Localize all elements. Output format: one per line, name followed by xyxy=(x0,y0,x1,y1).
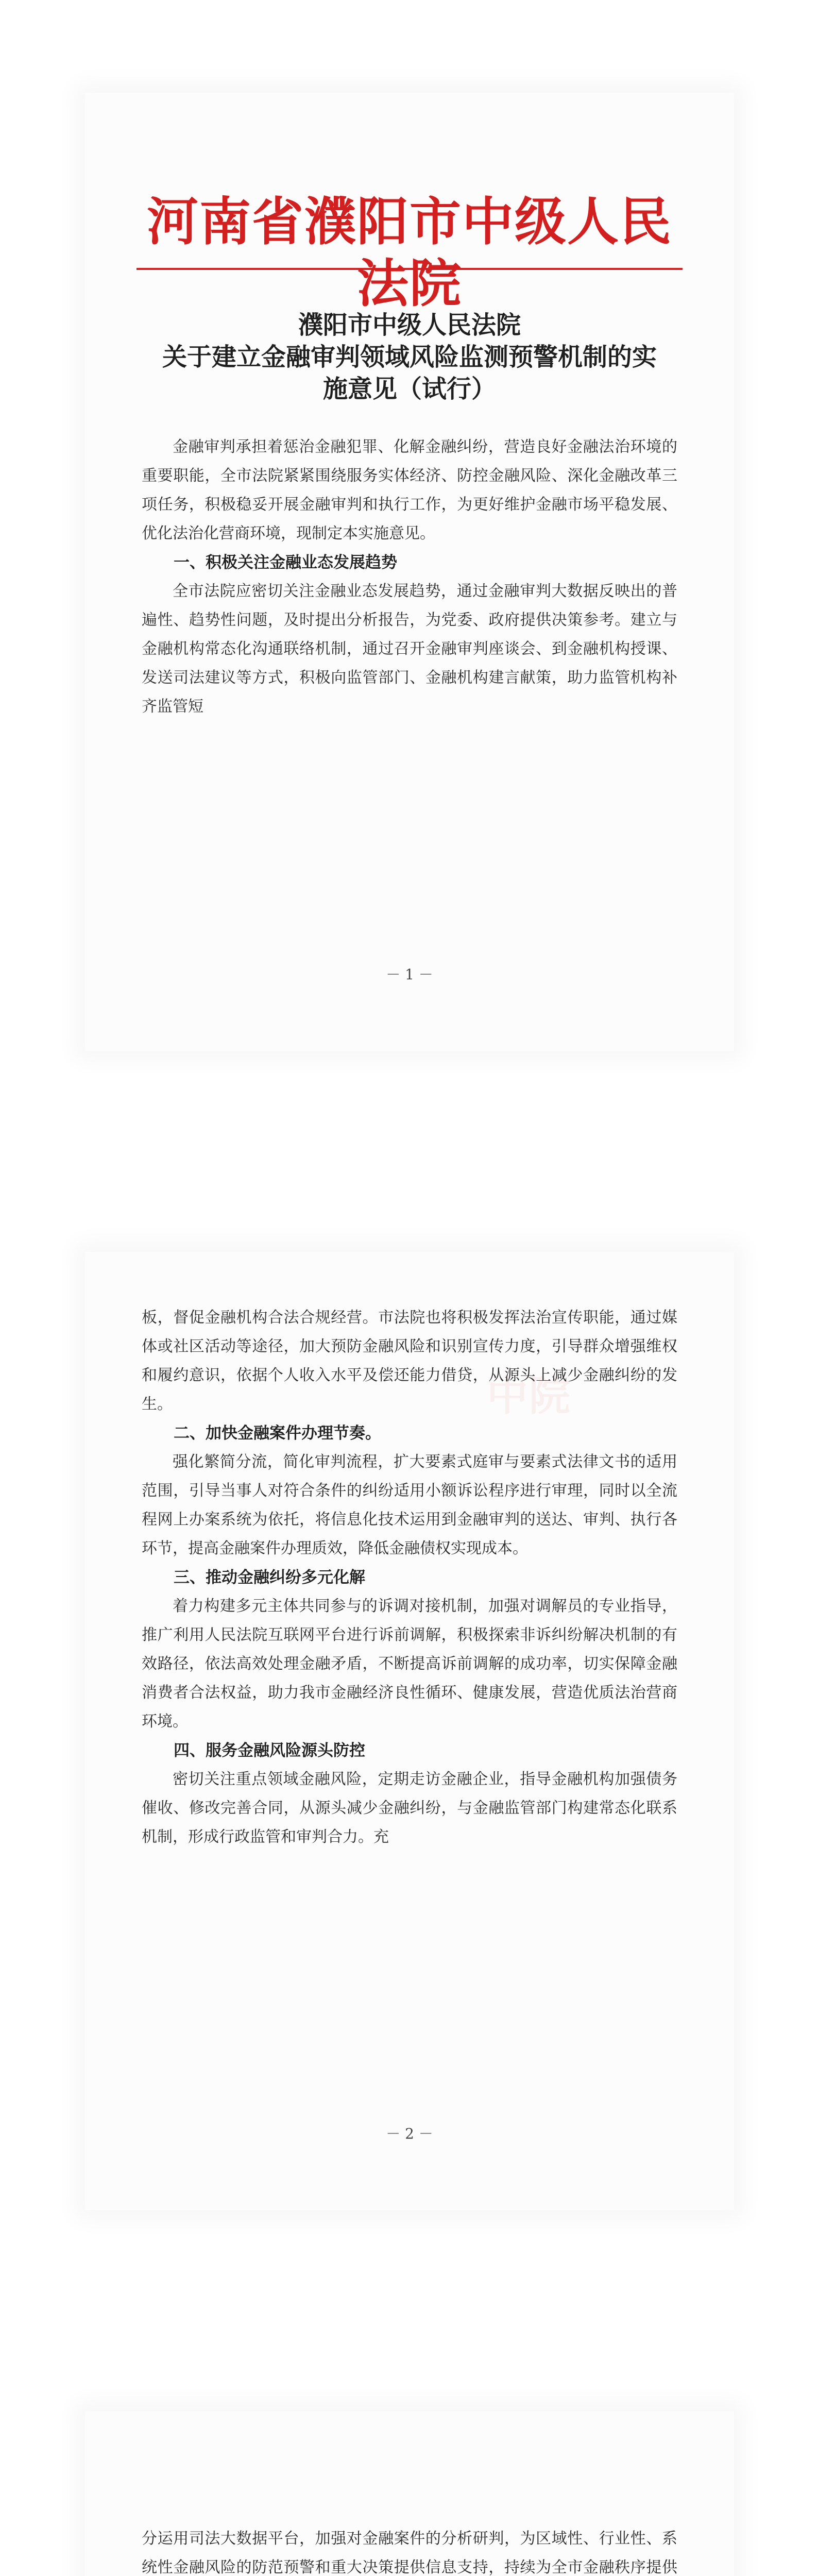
section-4-heading: 四、服务金融风险源头防控 xyxy=(174,1741,365,1760)
section-3-paragraph: 着力构建多元主体共同参与的诉调对接机制，加强对调解员的专业指导，推广利用人民法院互联网平台进行诉前调解，积极探索非诉纠纷解决机制的有效路径，依法高效处理金融矛盾，不断提高诉前调解的成功率，切实保障金融消费者合法权益，助力我市金融经济良性循环、健康发展，营造优质法治营商环境。 xyxy=(142,1597,677,1731)
section-2-paragraph: 强化繁简分流，简化审判流程，扩大要素式庭审与要素式法律文书的适用范围，引导当事人对符合条件的纠纷适用小额诉讼程序进行审理，同时以全流程网上办案系统为依托，将信息化技术运用到金融审判的送达、审判、执行各环节，提高金融案件办理质效，降低金融债权实现成本。 xyxy=(142,1453,677,1557)
section-4-paragraph: 密切关注重点领域金融风险，定期走访金融企业，指导金融机构加强债务催收、修改完善合同，从源头减少金融纠纷，与金融监管部门构建常态化联系机制，形成行政监管和审判合力。充 xyxy=(142,1770,677,1846)
page-2-body xyxy=(142,1303,677,1852)
section-1-paragraph: 全市法院应密切关注金融业态发展趋势，通过金融审判大数据反映出的普遍性、趋势性问题，及时提出分析报告，为党委、政府提供决策参考。建立与金融机构常态化沟通联络机制，通过召开金融审判座谈会、到金融机构授课、发送司法建议等方式，积极向监管部门、金融机构建言献策，助力监管机构补齐监管短 xyxy=(142,582,677,716)
title-line-1: 濮阳市中级人民法院 xyxy=(298,311,521,340)
section-1-heading: 一、积极关注金融业态发展趋势 xyxy=(174,553,397,572)
continuation-paragraph: 板，督促金融机构合法合规经营。市法院也将积极发挥法治宣传职能，通过媒体或社区活动等途径，加大预防金融风险和识别宣传力度，引导群众增强维权和履约意识，依据个人收入水平及偿还能力借贷，从源头上减少金融纠纷的发生。 xyxy=(142,1309,677,1413)
document-page-3 xyxy=(85,2411,734,2576)
page-3-body xyxy=(142,2524,677,2576)
section-3-heading: 三、推动金融纠纷多元化解 xyxy=(174,1568,365,1587)
intro-paragraph: 金融审判承担着惩治金融犯罪、化解金融纠纷，营造良好金融法治环境的重要职能，全市法院紧紧围绕服务实体经济、防控金融风险、深化金融改革三项任务，积极稳妥开展金融审判和执行工作，为更好维护金融市场平稳发展、优化法治化营商环境，现制定本实施意见。 xyxy=(142,438,677,543)
document-page-2 xyxy=(85,1252,734,2210)
page-number-2: － 2 － xyxy=(386,2125,433,2142)
red-header-rule xyxy=(137,268,683,270)
title-line-3: 施意见（试行） xyxy=(322,375,496,403)
faint-watermark: 中院 xyxy=(487,1371,571,1420)
section-2-heading: 二、加快金融案件办理节奏。 xyxy=(174,1424,381,1443)
document-page-1 xyxy=(85,93,734,1051)
continuation-paragraph: 分运用司法大数据平台，加强对金融案件的分析研判，为区域性、行业性、系统性金融风险的防范预警和重大决策提供信息支持，持续为全市金融秩序提供 xyxy=(142,2530,677,2576)
document-title xyxy=(142,309,677,405)
court-name-header: 河南省濮阳市中级人民法院 xyxy=(147,191,672,314)
page-1-body xyxy=(142,433,677,721)
title-line-2: 关于建立金融审判领域风险监测预警机制的实 xyxy=(162,343,657,371)
page-number-1: － 1 － xyxy=(386,966,433,983)
